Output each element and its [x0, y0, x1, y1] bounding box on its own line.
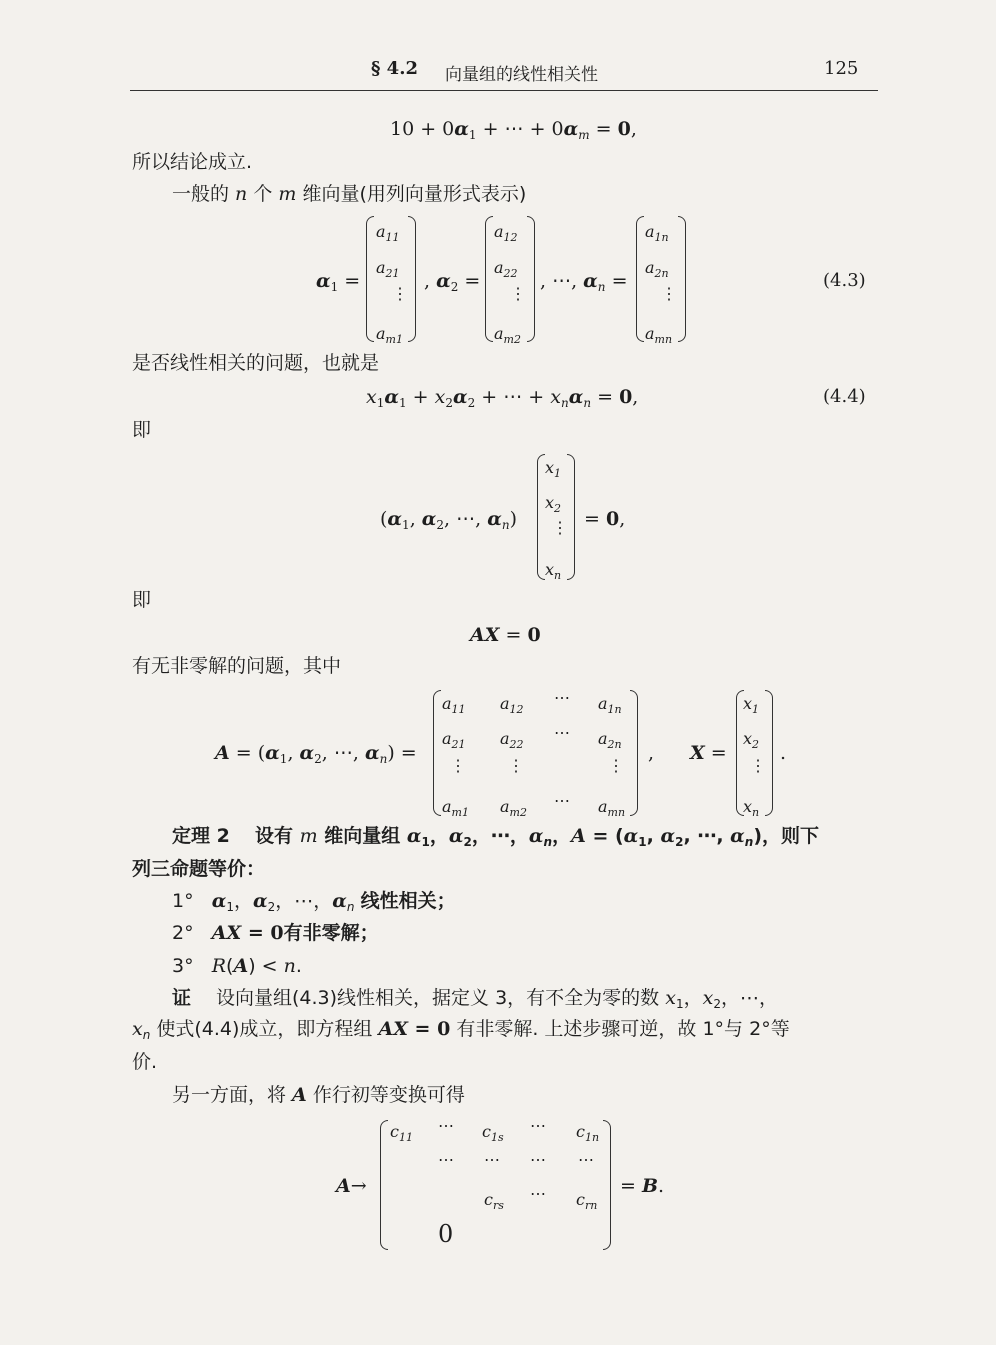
matrix-bracket — [630, 690, 638, 816]
text-line: 另一方面，将 A 作行初等变换可得 — [172, 1084, 465, 1106]
page-number: 125 — [824, 58, 859, 79]
equation-number: (4.4) — [823, 386, 866, 407]
text-line: 有无非零解的问题，其中 — [132, 655, 342, 677]
proof-label: 证 — [172, 987, 192, 1009]
text-line: 即 — [132, 589, 152, 611]
text-line: 一般的 n 个 m 维向量(用列向量形式表示) — [172, 183, 527, 205]
matrix-bracket — [603, 1120, 611, 1250]
vector-x-label: X = — [690, 742, 727, 764]
vector-bracket — [678, 216, 686, 342]
text-line: 即 — [132, 419, 152, 441]
vector-bracket — [366, 216, 374, 342]
alpha1-label: $\alpha_1$ = — [316, 270, 361, 294]
vector-bracket — [527, 216, 535, 342]
proof-text: $x_n$ 使式(4.4)成立，即方程组 AX = 0 有非零解. 上述步骤可逆，故 1°与 2°等 — [132, 1018, 790, 1042]
matrix-b-arrow: A→ — [336, 1175, 367, 1197]
book-page: § 4.2 向量组的线性相关性 125 $10 + 0\alpha_1$ + ⋯ + $0\alpha_m = 0$, 所以结论成立. 一般的 n 个 m 维向量(用列向量形式表示) $\alpha_1$ = $a_{11}$ $a_{21}$ ⋮ $a_{m1}$ , $\alpha_2$ = $a_{12}$ $a_{22}$ ⋮ $a_{m2}$ , ⋯, $\alpha_n$ = $a_{1n}$ $a_{2n}$ ⋮ $a_{mn}$ (4.3) 是否线性相关的问题，也就是 $x_1\alpha_1 + x_2\alpha_2$ + ⋯ + $x_n\alpha_n = 0$, (4.4) 即 ($\alpha_1$, $\alpha_2$, ⋯, $\alpha_n$) $x_1$ $x_2$ ⋮ $x_n$ = 0, 即 AX = 0 有无非零解的问题，其中 $A = (\alpha_1$, $\alpha_2$, ⋯, $\alpha_n$) = $a_{11}$ $a_{12}$ ⋯ $a_{1n}$ $a_{21}$ $a_{22}$ ⋯ $a_{2n}$ ⋮ ⋮ ⋮ $a_{m1}$ $a_{m2}$ ⋯ $a_{mn}$ , X = $x_1$ $x_2$ ⋮ $x_n$ . 定理 2 设有 m 维向量组 $\alpha_1$，$\alpha_2$，⋯，$\alpha_n$，$A = (\alpha_1$, $\alpha_2$, ⋯, $\alpha_n$)，则下 列三命题等价： 1° $\alpha_1$，$\alpha_2$，⋯，$\alpha_n$ 线性相关； 2° AX = 0有非零解； 3° R(A) < n. 证 设向量组(4.3)线性相关，据定义 3，有不全为零的数 $x_1$，$x_2$，⋯， $x_n$ 使式(4.4)成立，即方程组 AX = 0 有非零解. 上述步骤可逆，故 1°与 2°等 价. 另一方面，将 A 作行初等变换可得 A→ $c_{11}$ ⋯ $c_{1s}$ ⋯ $c_{1n}$ ⋯ ⋯ ⋯ ⋯ $c_{rs}$ ⋯ $c_{rn}$ 0 = B. — [0, 0, 996, 1345]
matrix-bracket — [433, 690, 441, 816]
proof-text: 设向量组(4.3)线性相关，据定义 3，有不全为零的数 $x_1$，$x_2$，⋯， — [216, 987, 778, 1011]
text-line: 是否线性相关的问题，也就是 — [132, 352, 380, 374]
theorem-item-3: 3° R(A) < n. — [172, 955, 302, 977]
section-title: 向量组的线性相关性 — [445, 65, 598, 85]
section-number: § 4.2 — [371, 58, 418, 79]
zero-block: 0 — [438, 1220, 454, 1248]
vector-bracket — [537, 454, 545, 580]
alphan-label: , ⋯, $\alpha_n$ = — [540, 270, 628, 294]
matrix-bracket — [380, 1120, 388, 1250]
alpha2-label: , $\alpha_2$ = — [424, 270, 481, 294]
proof-text: 价. — [132, 1051, 158, 1073]
matrix-a-label: $A = (\alpha_1$, $\alpha_2$, ⋯, $\alpha_n$) = — [215, 742, 417, 766]
vector-bracket — [765, 690, 773, 816]
equation-top: $10 + 0\alpha_1$ + ⋯ + $0\alpha_m = 0$, — [390, 118, 637, 142]
vector-bracket — [636, 216, 644, 342]
vector-bracket — [408, 216, 416, 342]
equation-matrix-form: ($\alpha_1$, $\alpha_2$, ⋯, $\alpha_n$) — [380, 508, 517, 532]
equation-number: (4.3) — [823, 270, 866, 291]
text-line: 所以结论成立. — [132, 151, 253, 173]
theorem-text: 列三命题等价： — [132, 858, 266, 880]
equation-ax0: AX = 0 — [470, 624, 541, 646]
equation-4-4: $x_1\alpha_1 + x_2\alpha_2$ + ⋯ + $x_n\alpha_n = 0$, — [366, 386, 639, 410]
theorem-label: 定理 2 — [172, 825, 230, 847]
theorem-text: 设有 m 维向量组 $\alpha_1$，$\alpha_2$，⋯，$\alpha_n$，$A = (\alpha_1$, $\alpha_2$, ⋯, $\alpha_n$)，则下 — [255, 825, 820, 849]
theorem-item-2: 2° AX = 0有非零解； — [172, 922, 379, 944]
theorem-item-1: 1° $\alpha_1$，$\alpha_2$，⋯，$\alpha_n$ 线性相关； — [172, 890, 456, 914]
vector-bracket — [567, 454, 575, 580]
vector-bracket — [485, 216, 493, 342]
header-rule — [130, 90, 878, 91]
